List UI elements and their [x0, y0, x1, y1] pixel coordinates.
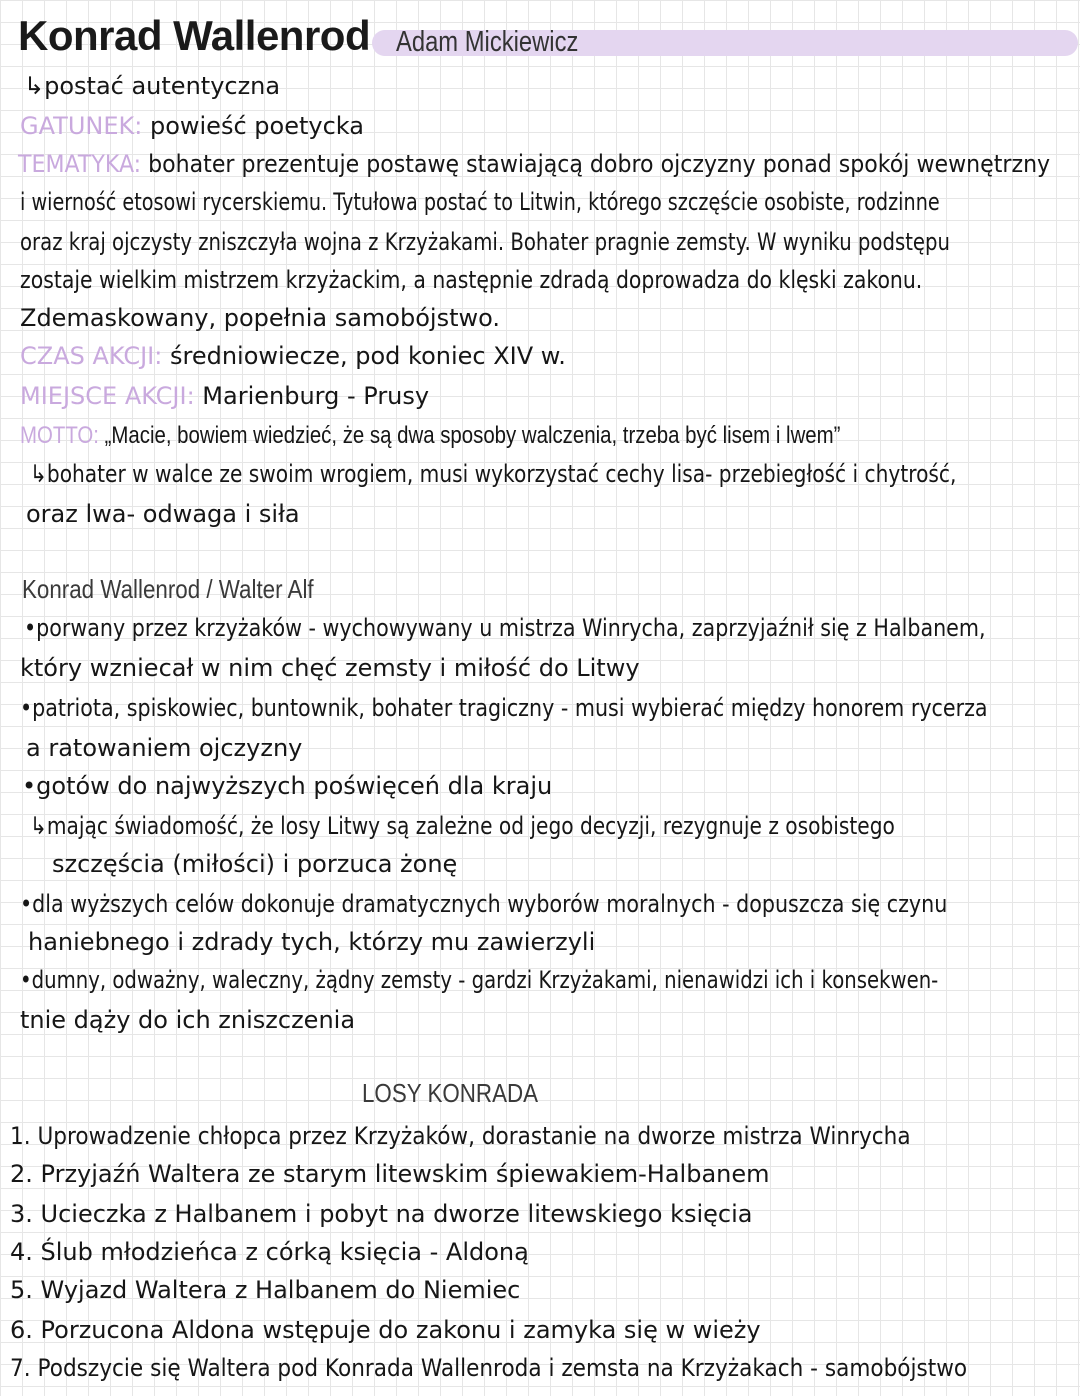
theme-line-2: i wierność etosowi rycerskiemu. Tytułowa postać to Litwin, którego szczęście osobiste, rodzinne — [20, 188, 940, 216]
character-line-9: haniebnego i zdrady tych, którzy mu zawierzyli — [28, 928, 596, 956]
fate-item-4: 4. Ślub młodzieńca z córką księcia - Aldoną — [10, 1238, 529, 1266]
place-label: MIEJSCE AKCJI: — [20, 382, 195, 410]
character-line-3: •patriota, spiskowiec, buntownik, bohater tragiczny - musi wybierać między honorem rycerza — [20, 694, 988, 722]
character-line-4: a ratowaniem ojczyzny — [26, 734, 303, 762]
author-name: Adam Mickiewicz — [396, 26, 579, 58]
time-line — [20, 342, 566, 370]
genre-line — [20, 112, 364, 140]
theme-line-1 — [18, 150, 1050, 178]
character-heading: Konrad Wallenrod / Walter Alf — [22, 574, 314, 604]
fate-heading: LOSY KONRADA — [362, 1078, 539, 1108]
authentic-note: ↳postać autentyczna — [24, 72, 281, 100]
genre-value: powieść poetycka — [149, 112, 364, 140]
motto-quote: „Macie, bowiem wiedzieć, że są dwa sposoby walczenia, trzeba być lisem i lwem” — [104, 422, 841, 449]
fate-item-6: 6. Porzucona Aldona wstępuje do zakonu i zamyka się w wieży — [10, 1316, 761, 1344]
character-line-10: •dumny, odważny, waleczny, żądny zemsty - gardzi Krzyżakami, nienawidzi ich i konsekwen- — [20, 966, 939, 994]
time-label: CZAS AKCJI: — [20, 342, 163, 370]
character-line-2: który wzniecał w nim chęć zemsty i miłość do Litwy — [20, 654, 640, 682]
place-value: Marienburg - Prusy — [202, 382, 430, 410]
motto-note-1: ↳bohater w walce ze swoim wrogiem, musi wykorzystać cechy lisa- przebiegłość i chytrość, — [30, 460, 957, 488]
fate-item-2: 2. Przyjaźń Waltera ze starym litewskim śpiewakiem-Halbanem — [10, 1160, 770, 1188]
fate-item-5: 5. Wyjazd Waltera z Halbanem do Niemiec — [10, 1276, 521, 1304]
theme-text-1: bohater prezentuje postawę stawiającą dobro ojczyzny ponad spokój wewnętrzny — [148, 150, 1051, 178]
time-value: średniowiecze, pod koniec XIV w. — [169, 342, 566, 370]
fate-item-7: 7. Podszycie się Waltera pod Konrada Wallenroda i zemsta na Krzyżakach - samobójstwo — [10, 1354, 968, 1382]
character-line-11: tnie dąży do ich zniszczenia — [20, 1006, 356, 1034]
theme-label: TEMATYKA: — [18, 150, 142, 178]
motto-line — [20, 422, 840, 450]
theme-line-3: oraz kraj ojczysty zniszczyła wojna z Krzyżakami. Bohater pragnie zemsty. W wyniku podstępu — [20, 228, 950, 256]
character-line-6: ↳mając świadomość, że losy Litwy są zależne od jego decyzji, rezygnuje z osobistego — [30, 812, 895, 840]
character-line-1: •porwany przez krzyżaków - wychowywany u mistrza Winrycha, zaprzyjaźnił się z Halbanem, — [24, 614, 986, 642]
page-title: Konrad Wallenrod — [18, 12, 371, 59]
fate-item-1: 1. Uprowadzenie chłopca przez Krzyżaków, dorastanie na dworze mistrza Winrycha — [10, 1122, 911, 1150]
genre-label: GATUNEK: — [20, 112, 143, 140]
fate-item-3: 3. Ucieczka z Halbanem i pobyt na dworze litewskiego księcia — [10, 1200, 753, 1228]
motto-label: MOTTO: — [20, 422, 99, 449]
motto-note-2: oraz lwa- odwaga i siła — [26, 500, 300, 528]
character-line-5: •gotów do najwyższych poświęceń dla kraju — [22, 772, 553, 800]
theme-line-4: zostaje wielkim mistrzem krzyżackim, a następnie zdradą doprowadza do klęski zakonu. — [20, 266, 923, 294]
place-line — [20, 382, 429, 410]
character-line-8: •dla wyższych celów dokonuje dramatycznych wyborów moralnych - dopuszcza się czynu — [20, 890, 948, 918]
character-line-7: szczęścia (miłości) i porzuca żonę — [52, 850, 458, 878]
theme-line-5: Zdemaskowany, popełnia samobójstwo. — [20, 304, 501, 332]
